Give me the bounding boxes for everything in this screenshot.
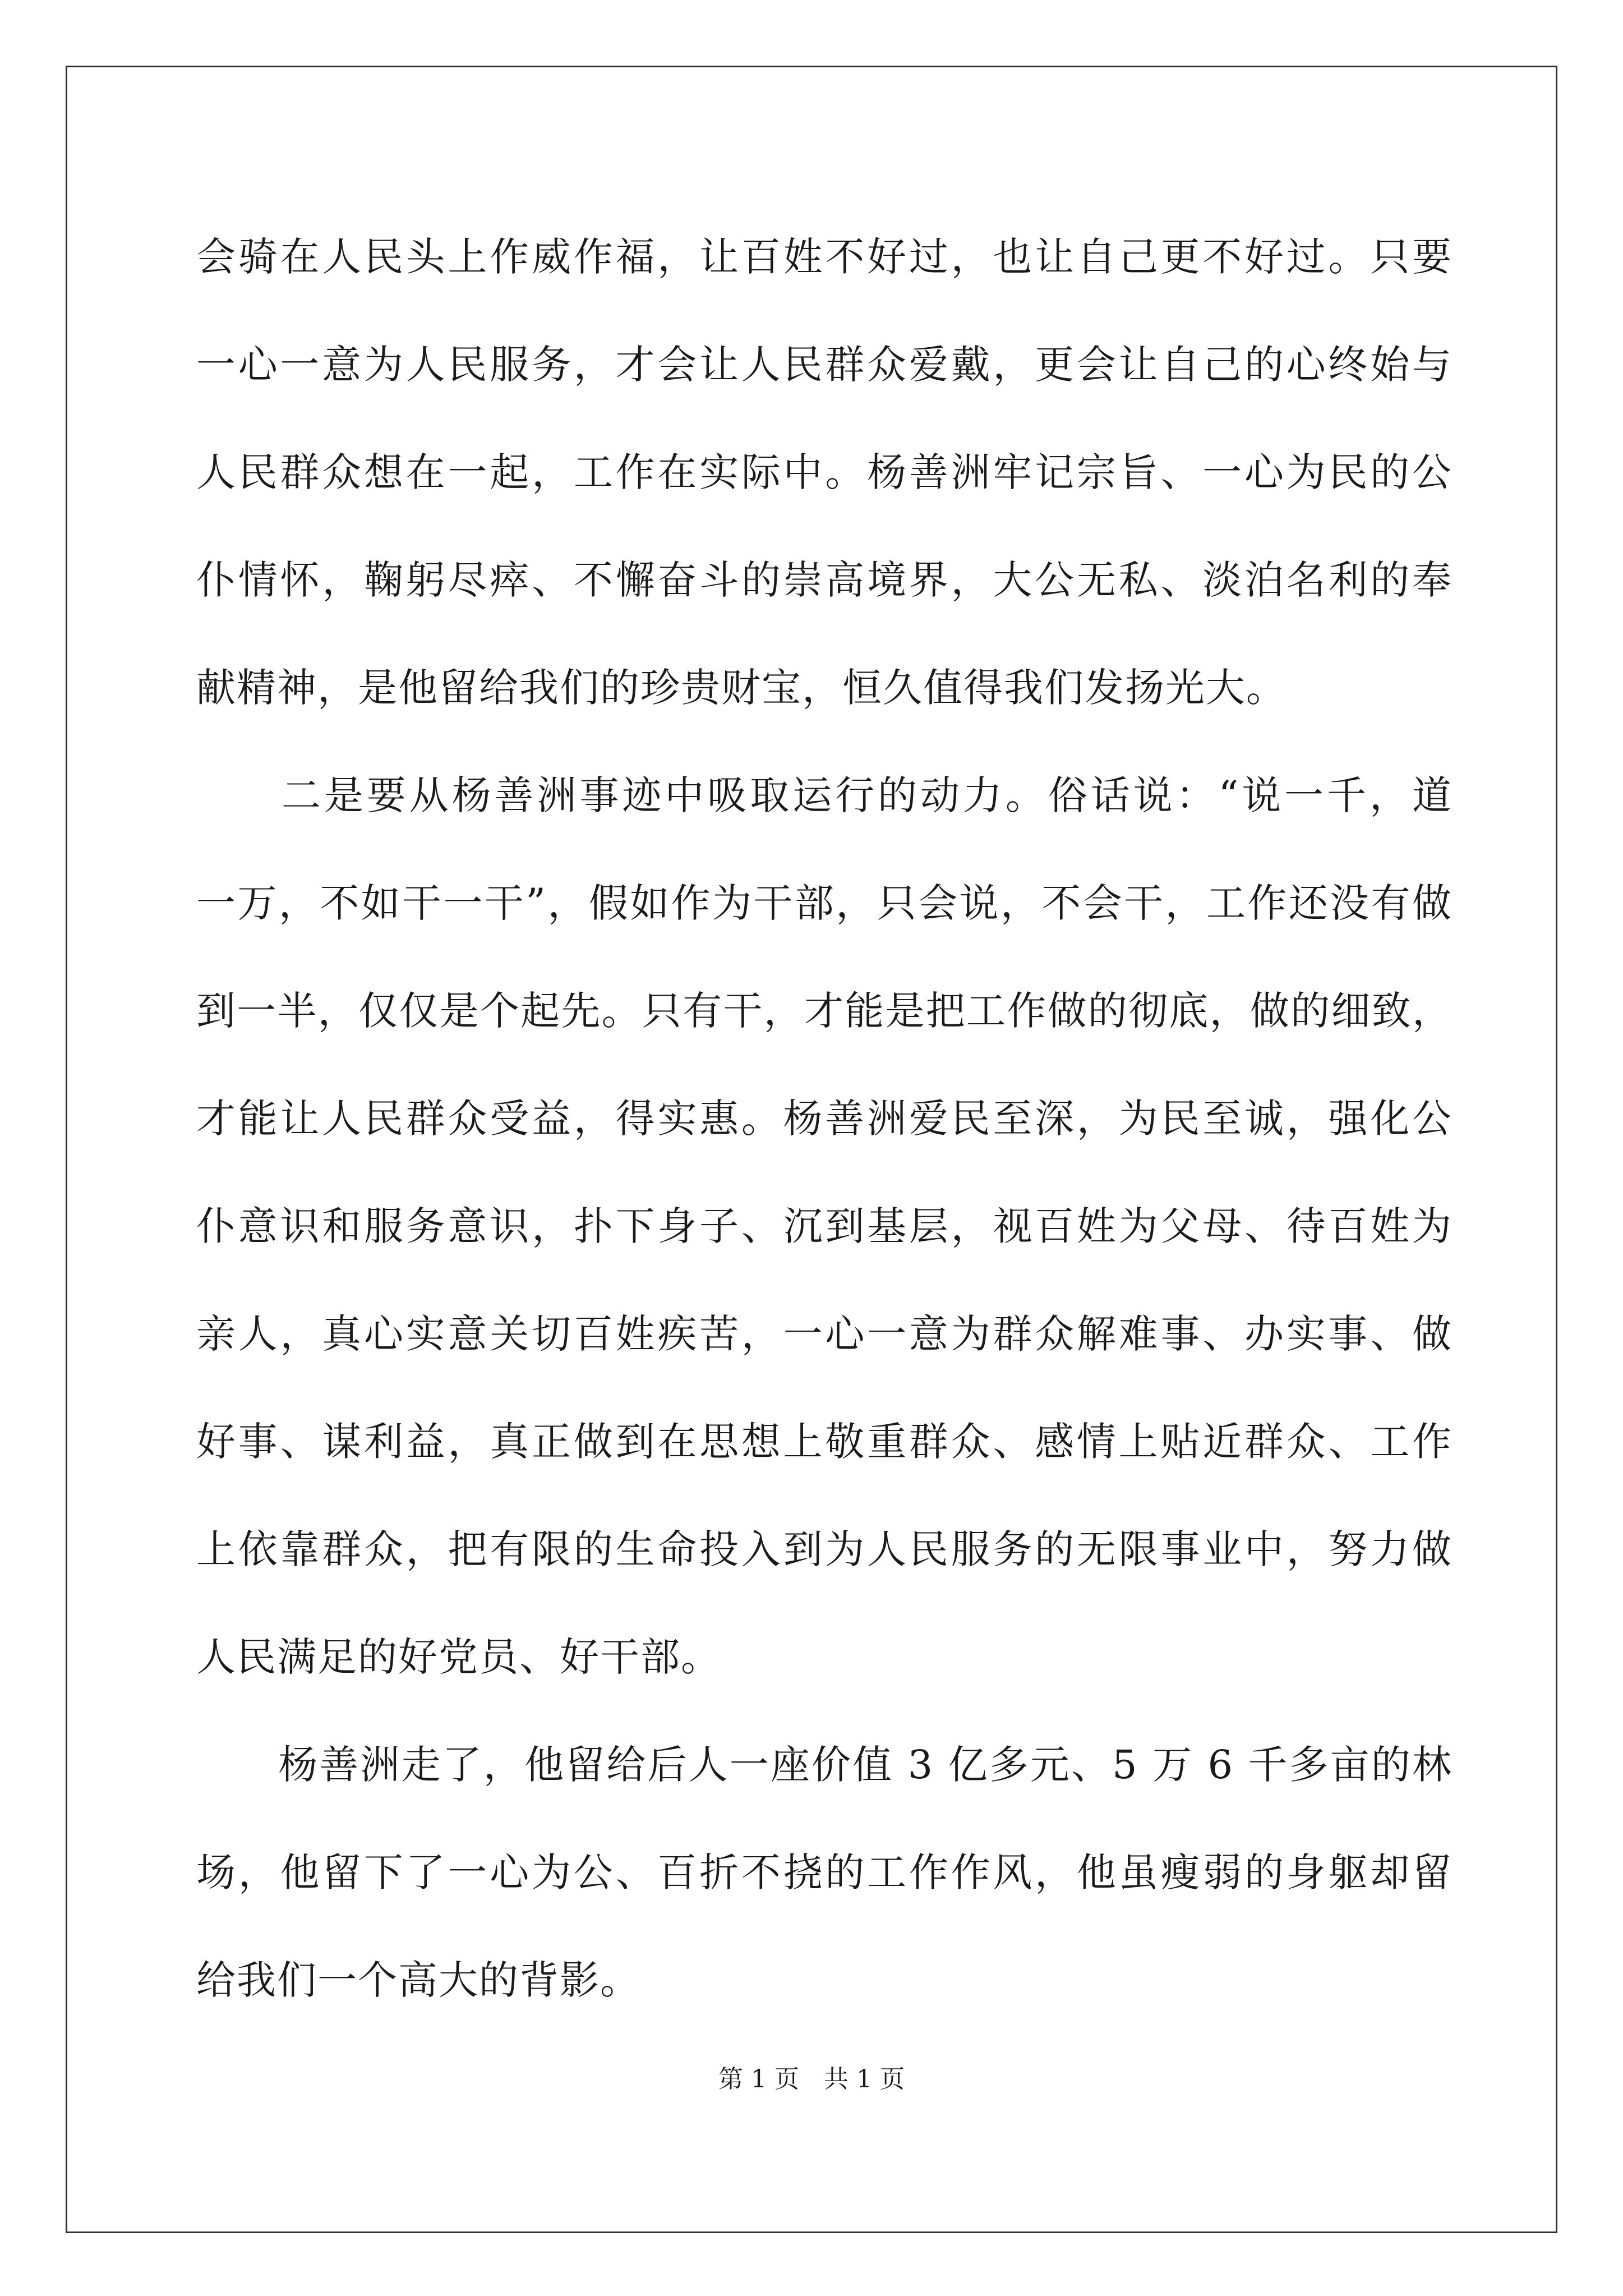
text-line: 好事、谋利益，真正做到在思想上敬重群众、感情上贴近群众、工作 <box>196 1419 1453 1465</box>
page-footer <box>0 2059 1623 2095</box>
text-line: 会骑在人民头上作威作福，让百姓不好过，也让自己更不好过。只要 <box>196 234 1453 280</box>
text-line: 场，他留下了一心为公、百折不挠的工作作风，他虽瘦弱的身躯却留 <box>196 1849 1453 1895</box>
page-number: 第 1 页 <box>718 2065 799 2093</box>
text-line: 仆情怀，鞠躬尽瘁、不懈奋斗的崇高境界，大公无私、淡泊名利的奉 <box>196 557 1453 603</box>
text-line: 杨善洲走了，他留给后人一座价值 3 亿多元、5 万 6 千多亩的林 <box>196 1742 1453 1788</box>
text-line: 亲人，真心实意关切百姓疾苦，一心一意为群众解难事、办实事、做 <box>196 1311 1453 1357</box>
text-line: 一万，不如干一干”，假如作为干部，只会说，不会干，工作还没有做 <box>196 880 1453 926</box>
text-line: 献精神，是他留给我们的珍贵财宝，恒久值得我们发扬光大。 <box>196 665 1287 711</box>
text-line: 才能让人民群众受益，得实惠。杨善洲爱民至深，为民至诚，强化公 <box>196 1096 1453 1142</box>
text-line: 仆意识和服务意识，扑下身子、沉到基层，视百姓为父母、待百姓为 <box>196 1203 1453 1249</box>
text-line: 人民满足的好党员、好干部。 <box>196 1634 721 1680</box>
page-total: 共 1 页 <box>824 2065 905 2093</box>
paragraph <box>196 742 1453 1711</box>
paragraph <box>196 1711 1453 2034</box>
text-line: 一心一意为人民服务，才会让人民群众爱戴，更会让自己的心终始与 <box>196 342 1453 388</box>
paragraph <box>196 203 1453 742</box>
document-body <box>196 203 1453 2034</box>
text-line: 人民群众想在一起，工作在实际中。杨善洲牢记宗旨、一心为民的公 <box>196 449 1453 495</box>
text-line: 二是要从杨善洲事迹中吸取运行的动力。俗话说：“说一千，道 <box>196 772 1453 818</box>
text-line: 给我们一个高大的背影。 <box>196 1957 640 2003</box>
text-line: 到一半，仅仅是个起先。只有干，才能是把工作做的彻底，做的细致， <box>196 988 1453 1034</box>
text-line: 上依靠群众，把有限的生命投入到为人民服务的无限事业中，努力做 <box>196 1526 1453 1572</box>
